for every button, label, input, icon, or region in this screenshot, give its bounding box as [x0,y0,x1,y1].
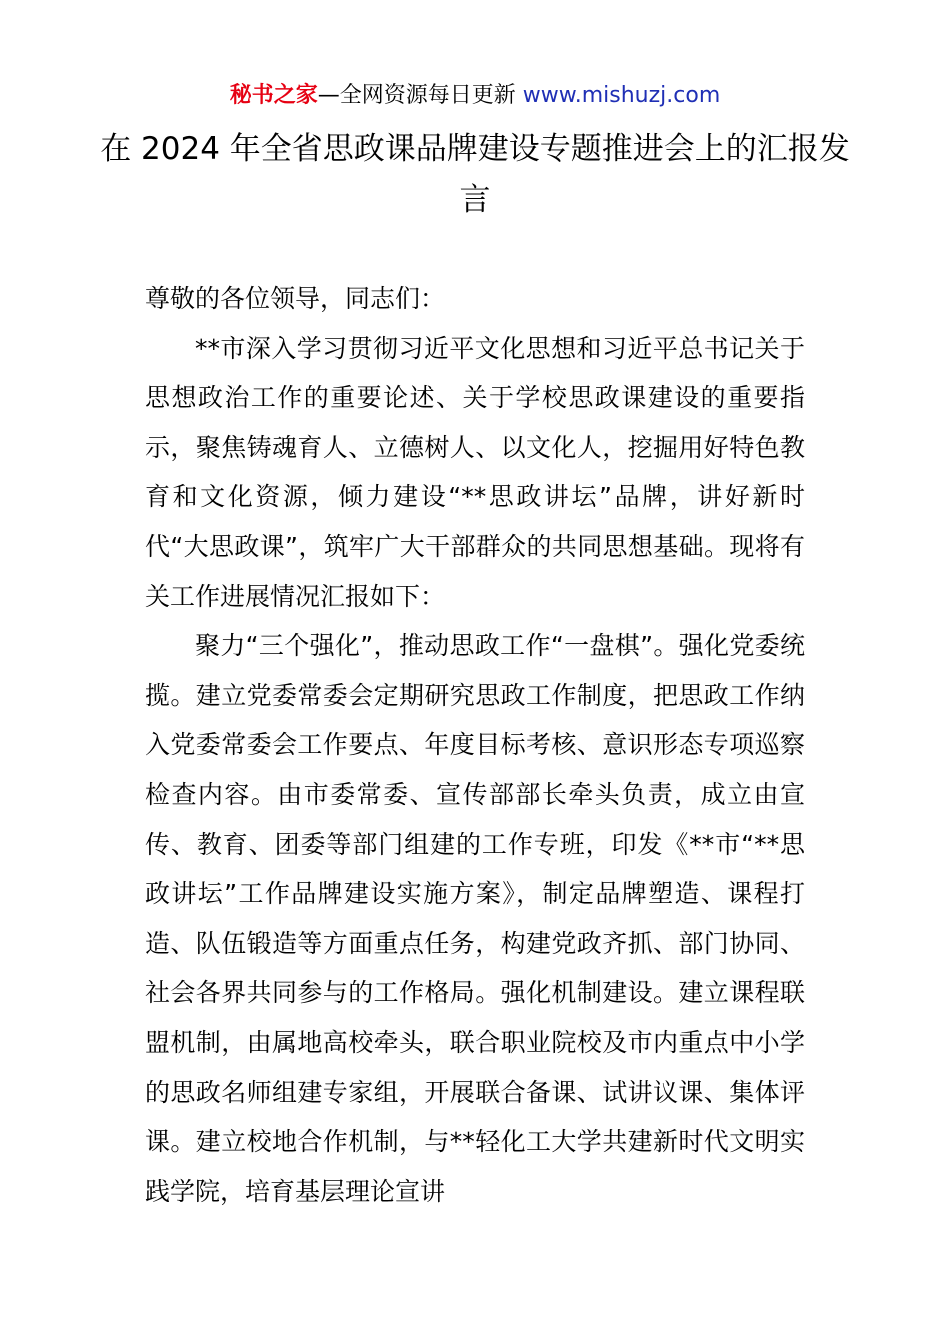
document-body [145,274,805,1216]
salutation: 尊敬的各位领导，同志们： [145,284,446,313]
paragraph-intro: **市深入学习贯彻习近平文化思想和习近平总书记关于思想政治工作的重要论述、关于学校思政课建设的重要指示，聚焦铸魂育人、立德树人、以文化人，挖掘用好特色教育和文化资源，倾力建设“**思政讲坛”品牌，讲好新时代“大思政课”，筑牢广大干部群众的共同思想基础。现将有关工作进展情况汇报如下： [145,333,805,611]
brand-name: 秘书之家 [229,83,318,108]
site-header [0,80,950,112]
site-url-link[interactable]: www.mishuzj.com [522,83,721,108]
site-tagline: —全网资源每日更新 [317,83,523,108]
paragraph-section-one: 聚力“三个强化”，推动思政工作“一盘棋”。强化党委统揽。建立党委常委会定期研究思政工作制度，把思政工作纳入党委常委会工作要点、年度目标考核、意识形态专项巡察检查内容。由市委常委、宣传部部长牵头负责，成立由宣传、教育、团委等部门组建的工作专班，印发《**市“**思政讲坛”工作品牌建设实施方案》，制定品牌塑造、课程打造、队伍锻造等方面重点任务，构建党政齐抓、部门协同、社会各界共同参与的工作格局。强化机制建设。建立课程联盟机制，由属地高校牵头，联合职业院校及市内重点中小学的思政名师组建专家组，开展联合备课、试讲议课、集体评课。建立校地合作机制，与**轻化工大学共建新时代文明实践学院，培育基层理论宣讲 [145,631,805,1206]
document-title: 在 2024 年全省思政课品牌建设专题推进会上的汇报发言 [100,131,850,218]
